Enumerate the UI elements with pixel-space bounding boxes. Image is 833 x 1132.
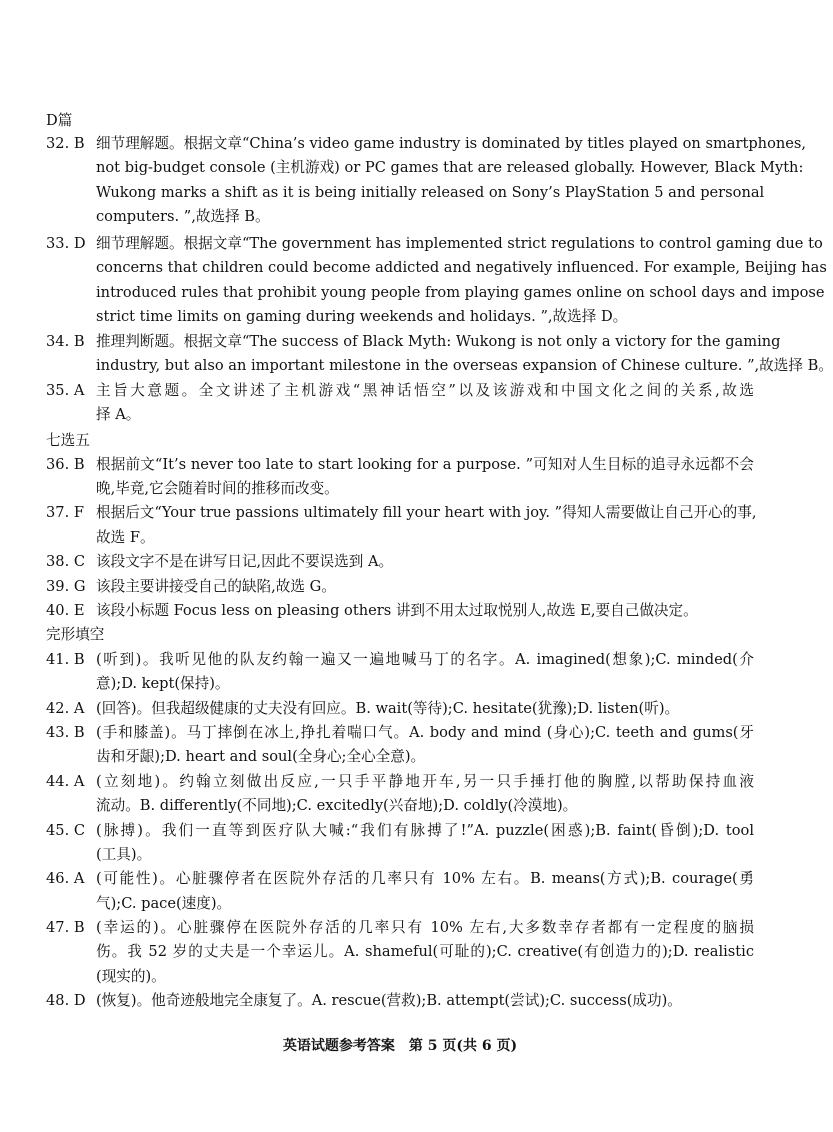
- question-number: 43. B: [46, 724, 85, 741]
- section-heading: D篇: [46, 112, 73, 129]
- answer-text-line: 流动。B. differently(不同地);C. excitedly(兴奋地);D. coldly(冷漠地)。: [96, 797, 578, 814]
- answer-text-line: 伤。我 52 岁的丈夫是一个幸运儿。A. shameful(可耻的);C. creative(有创造力的);D. realistic: [96, 943, 754, 960]
- question-number: 46. A: [46, 870, 85, 887]
- answer-text-line: 故选 F。: [96, 529, 155, 546]
- answer-text-line: 意);D. kept(保持)。: [96, 675, 230, 692]
- answer-text-line: strict time limits on gaming during weekends and holidays. ”,故选择 D。: [96, 308, 628, 325]
- answer-text-line: 根据后文“Your true passions ultimately fill your heart with joy. ”得知人需要做让自己开心的事,: [96, 504, 757, 521]
- question-number: 47. B: [46, 919, 85, 936]
- answer-text-line: concerns that children could become addicted and negatively influenced. For example, Beijing has: [96, 259, 827, 276]
- answer-text-line: not big-budget console (主机游戏) or PC games that are released globally. However, Black Myth:: [96, 159, 804, 176]
- question-number: 38. C: [46, 553, 86, 570]
- question-number: 40. E: [46, 602, 85, 619]
- answer-text-line: (立刻地)。约翰立刻做出反应,一只手平静地开车,另一只手捶打他的胸膛,以帮助保持血液: [96, 773, 754, 790]
- answer-text-line: (现实的)。: [96, 968, 166, 985]
- answer-text-line: (回答)。但我超级健康的丈夫没有回应。B. wait(等待);C. hesitate(犹豫);D. listen(听)。: [96, 700, 680, 717]
- answer-text-line: 该段文字不是在讲写日记,因此不要误选到 A。: [96, 553, 394, 570]
- answer-text-line: industry, but also an important milestone in the overseas expansion of Chinese culture. ”,故选择 B。: [96, 357, 833, 374]
- question-number: 42. A: [46, 700, 85, 717]
- question-number: 39. G: [46, 578, 86, 595]
- page-footer: 英语试题参考答案 第 5 页(共 6 页): [282, 1038, 518, 1054]
- question-number: 35. A: [46, 382, 85, 399]
- question-number: 48. D: [46, 992, 86, 1009]
- answer-text-line: 推理判断题。根据文章“The success of Black Myth: Wukong is not only a victory for the gaming: [96, 333, 781, 350]
- section-heading: 完形填空: [46, 626, 105, 643]
- answer-text-line: (可能性)。心脏骤停者在医院外存活的几率只有 10% 左右。B. means(方式);B. courage(勇: [96, 870, 754, 887]
- answer-text-line: 细节理解题。根据文章“China’s video game industry is dominated by titles played on smartphones,: [96, 135, 807, 152]
- question-number: 45. C: [46, 822, 86, 839]
- answer-text-line: (恢复)。他奇迹般地完全康复了。A. rescue(营救);B. attempt(尝试);C. success(成功)。: [96, 992, 682, 1009]
- answer-text-line: 择 A。: [96, 406, 141, 423]
- answer-text-line: (工具)。: [96, 846, 152, 863]
- section-heading: 七选五: [46, 432, 90, 449]
- question-number: 32. B: [46, 135, 85, 152]
- answer-text-line: Wukong marks a shift as it is being initially released on Sony’s PlayStation 5 and personal: [96, 184, 765, 201]
- answer-text-line: computers. ”,故选择 B。: [96, 208, 270, 225]
- question-number: 37. F: [46, 504, 84, 521]
- question-number: 41. B: [46, 651, 85, 668]
- answer-text-line: 细节理解题。根据文章“The government has implemented strict regulations to control gaming due to: [96, 235, 823, 252]
- answer-text-line: (幸运的)。心脏骤停在医院外存活的几率只有 10% 左右,大多数幸存者都有一定程度的脑损: [96, 919, 754, 936]
- question-number: 33. D: [46, 235, 86, 252]
- answer-text-line: (手和膝盖)。马丁摔倒在冰上,挣扎着喘口气。A. body and mind (身心);C. teeth and gums(牙: [96, 724, 754, 741]
- question-number: 34. B: [46, 333, 85, 350]
- answer-text-line: 气);C. pace(速度)。: [96, 895, 232, 912]
- question-number: 36. B: [46, 456, 85, 473]
- answer-text-line: 根据前文“It’s never too late to start looking for a purpose. ”可知对人生目标的追寻永远都不会: [96, 456, 754, 473]
- question-number: 44. A: [46, 773, 85, 790]
- answer-text-line: (脉搏)。我们一直等到医疗队大喊:“我们有脉搏了!”A. puzzle(困惑);B. faint(昏倒);D. tool: [96, 822, 754, 839]
- answer-text-line: (听到)。我听见他的队友约翰一遍又一遍地喊马丁的名字。A. imagined(想象);C. minded(介: [96, 651, 754, 668]
- answer-text-line: 该段小标题 Focus less on pleasing others 讲到不用太过取悦别人,故选 E,要自己做决定。: [96, 602, 698, 619]
- answer-text-line: 主旨大意题。全文讲述了主机游戏“黑神话悟空”以及该游戏和中国文化之间的关系,故选: [96, 382, 754, 399]
- answer-text-line: 齿和牙龈);D. heart and soul(全身心;全心全意)。: [96, 748, 426, 765]
- answer-text-line: 晚,毕竟,它会随着时间的推移而改变。: [96, 480, 339, 497]
- answer-text-line: 该段主要讲接受自己的缺陷,故选 G。: [96, 578, 336, 595]
- answer-text-line: introduced rules that prohibit young people from playing games online on school days and impose: [96, 284, 825, 301]
